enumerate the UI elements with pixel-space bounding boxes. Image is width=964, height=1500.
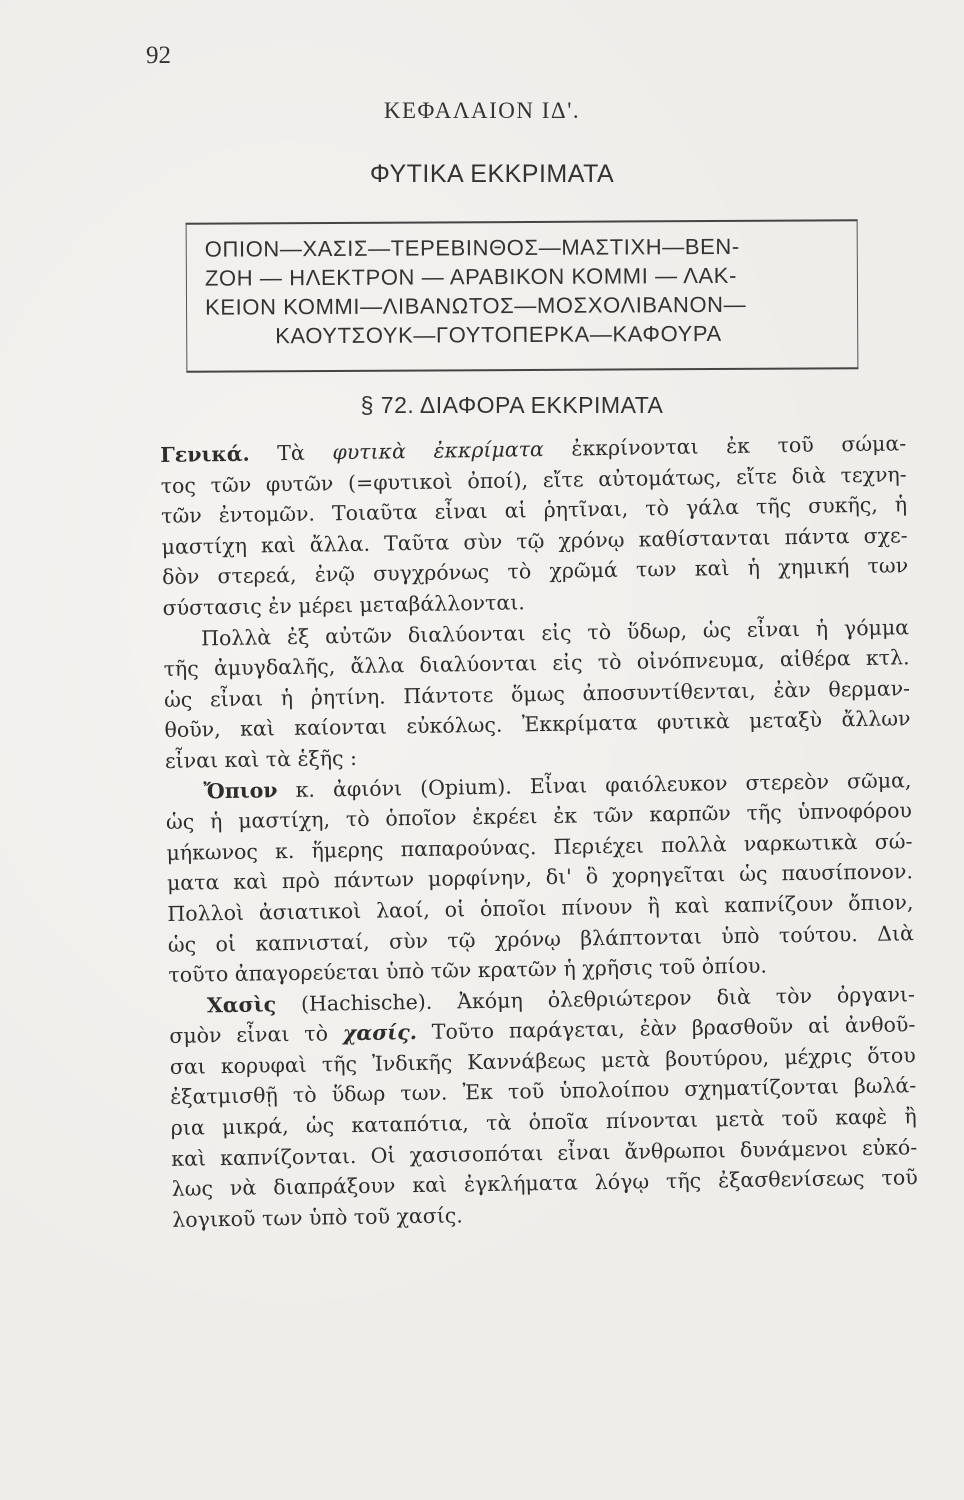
paragraph-lead: Γενικά. (160, 441, 250, 467)
highlighted-term: χασίς. (342, 1020, 418, 1046)
text-line: Πολλὰ ἐξ αὐτῶν διαλύονται εἰς τὸ ὕδωρ, ὡς εἶναι ἡ γόμμα (200, 614, 910, 650)
highlighted-term: φυτικὰ ἐκκρίματα (332, 436, 544, 465)
text-span: (Hachische). Ἀκόμη ὀλεθριώτερον διὰ τὸν ὀργανι- (275, 981, 915, 1016)
body-text (160, 428, 918, 1235)
text-line: μήκωνος κ. ἥμερης παπαρούνας. Περιέχει πολλὰ ναρκωτικὰ σώ- (166, 828, 913, 865)
chapter-title: ΚΕΦΑΛΑΙΟΝ ΙΔ'. (383, 98, 581, 123)
paragraph-lead: Ὄπιον (203, 777, 278, 803)
text-line: δὸν στερεά, ἐνῷ συγχρόνως τὸ χρῶμά των καὶ ἡ χημική των (161, 553, 909, 590)
page-number: 92 (146, 42, 171, 69)
paragraph-lead: Χασὶς (206, 991, 277, 1018)
text-line: σύστασις ἐν μέρει μεταβάλλονται. (162, 590, 525, 620)
summary-line: ΚΕΙΟΝ ΚΟΜΜΙ—ΛΙΒΑΝΩΤΟΣ—ΜΟΣΧΟΛΙΒΑΝΟΝ— (204, 291, 747, 320)
text-line: τοῦτο ἀπαγορεύεται ὑπὸ τῶν κρατῶν ἡ χρῆσις τοῦ ὀπίου. (168, 953, 768, 988)
text-span: Τοῦτο παράγεται, ἐὰν βρασθοῦν αἱ ἀνθοῦ- (416, 1012, 916, 1045)
text-line: τῶν ἐντομῶν. Τοιαῦτα εἶναι αἱ ῥητῖναι, τὸ γάλα τῆς συκῆς, ἡ (161, 492, 908, 529)
text-line: εἶναι καὶ τὰ ἑξῆς : (164, 745, 358, 773)
summary-line: ΚΑΟΥΤΣΟΥΚ—ΓΟΥΤΟΠΕΡΚΑ—ΚΑΦΟΥΡΑ (275, 320, 722, 349)
text-line: ὡς εἶναι ἡ ῥητίνη. Πάντοτε ὅμως ἀποσυντίθενται, ἐὰν θερμαν- (163, 676, 911, 712)
subsection-title: § 72. ΔΙΑΦΟΡΑ ΕΚΚΡΙΜΑΤΑ (360, 392, 664, 418)
text-span: Τὰ (249, 440, 333, 466)
text-line: καὶ καπνίζονται. Οἱ χασισοπόται εἶναι ἄνθρωποι δυνάμενοι εὐκό- (171, 1134, 918, 1171)
summary-line: ΖΟΗ — ΗΛΕΚΤΡΟΝ — ΑΡΑΒΙΚΟΝ ΚΟΜΜΙ — ΛΑΚ- (204, 262, 738, 291)
text-line: τος τῶν φυτῶν (=φυτικοὶ ὀποί), εἴτε αὐτομάτως, εἴτε διὰ τεχνη- (160, 461, 907, 498)
text-line: ἐξατμισθῇ τὸ ὕδωρ των. Ἐκ τοῦ ὑπολοίπου σχηματίζονται βωλά- (170, 1073, 917, 1110)
text-line: λογικοῦ των ὑπὸ τοῦ χασίς. (172, 1203, 463, 1232)
text-line: μαστίχη καὶ ἄλλα. Ταῦτα σὺν τῷ χρόνῳ καθίστανται πάντα σχε- (161, 523, 908, 559)
text-line: λως νὰ διαπράξουν καὶ ἐγκλήματα λόγῳ τῆς ἐξασθενίσεως τοῦ (171, 1165, 918, 1202)
text-span: σμὸν εἶναι τὸ (169, 1021, 344, 1049)
summary-line: ΟΠΙΟΝ—ΧΑΣΙΣ—ΤΕΡΕΒΙΝΘΟΣ—ΜΑΣΤΙΧΗ—ΒΕΝ- (204, 233, 740, 262)
text-line: ὡς ἡ μαστίχη, τὸ ὁποῖον ἐκρέει ἐκ τῶν καρπῶν τῆς ὑπνοφόρου (165, 798, 913, 835)
text-line: θοῦν, καὶ καίονται εὐκόλως. Ἐκκρίματα φυτικὰ μεταξὺ ἄλλων (164, 706, 911, 743)
text-line: Πολλοὶ ἀσιατικοὶ λαοί, οἱ ὁποῖοι πίνουν ἢ καὶ καπνίζουν ὄπιον, (167, 890, 914, 926)
section-title: ΦΥΤΙΚΑ ΕΚΚΡΙΜΑΤΑ (369, 160, 615, 188)
text-line: ρια μικρά, ὡς καταπότια, τὰ ὁποῖα πίνονται μετὰ τοῦ καφὲ ἢ (170, 1104, 917, 1140)
text-line: ματα καὶ πρὸ πάντων μορφίνην, δι' ὃ χορηγεῖται ὡς παυσίπονον. (166, 859, 914, 896)
text-line: ὡς οἱ καπνισταί, σὺν τῷ χρόνῳ βλάπτονται ὑπὸ τούτου. Διὰ (167, 920, 915, 957)
text-span: κ. ἀφιόνι (Opium). Εἶναι φαιόλευκον στερεὸν σῶμα, (277, 767, 912, 802)
text-line: τῆς ἀμυγδαλῆς, ἄλλα διαλύονται εἰς τὸ οἰνόπνευμα, αἰθέρα κτλ. (163, 645, 910, 682)
chapter-summary-box (186, 219, 859, 373)
text-span: ἐκκρίνονται ἐκ τοῦ σώμα- (543, 431, 907, 461)
text-line: σαι κορυφαὶ τῆς Ἰνδικῆς Καννάβεως μετὰ βουτύρου, μέχρις ὅτου (169, 1043, 916, 1079)
